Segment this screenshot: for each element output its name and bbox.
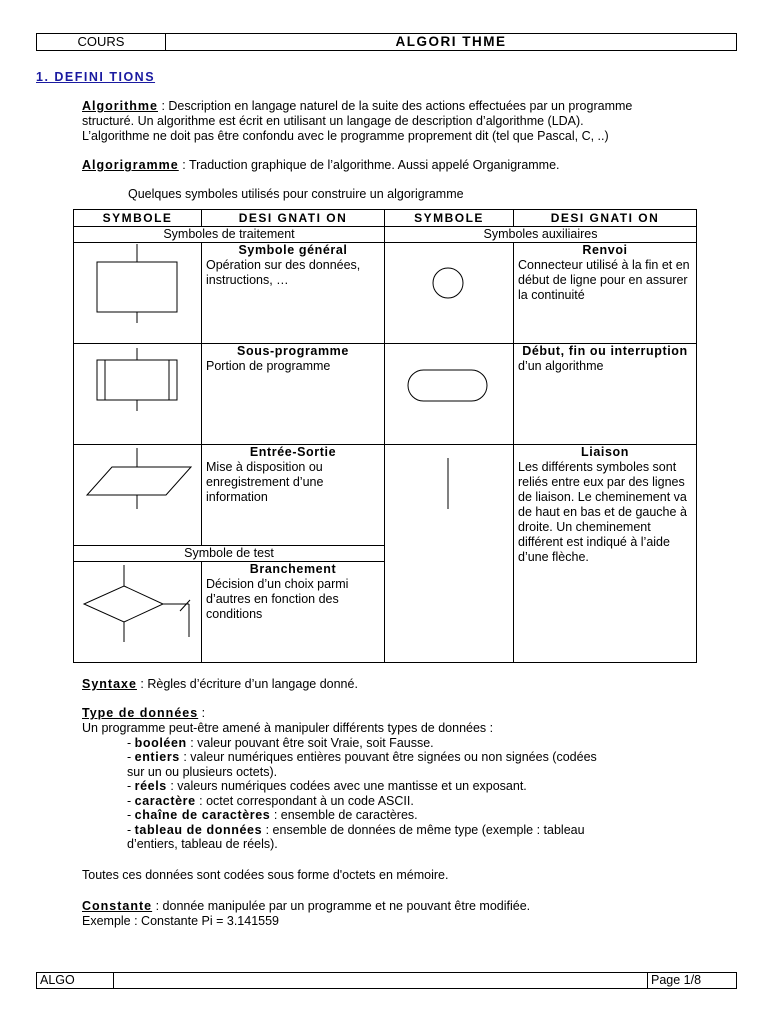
branchement-cell <box>74 562 202 663</box>
sous-programme-desc: Portion de programme <box>206 359 331 373</box>
types-list <box>82 721 742 852</box>
types-section: Type de données : <box>82 706 206 720</box>
liaison-desc: Les différents symboles sont reliés entre eux par des lignes de liaison. Le cheminement va de haut en bas et de gauche à droite. Un cheminement différent est indiqué à l’aide d’une flèche. <box>518 460 687 564</box>
liaison-cell <box>385 445 514 663</box>
constante-definition: Constante : donnée manipulée par un programme et ne pouvant être modifiée. Exemple : Constante Pi = 3.141559 <box>82 899 742 929</box>
connector-circle-icon <box>385 243 513 339</box>
page-number: Page 1/8 <box>647 973 736 988</box>
types-intro: Un programme peut-être amené à manipuler différents types de données : <box>82 721 494 735</box>
sous-programme-cell <box>74 344 202 445</box>
type-item: - caractère : octet correspondant à un code ASCII. <box>127 793 414 808</box>
terminal-stadium-icon <box>385 344 513 440</box>
algorigramme-definition: Algorigramme : Traduction graphique de l’algorithme. Aussi appelé Organigramme. <box>82 158 560 172</box>
category-traitement: Symboles de traitement <box>74 227 385 243</box>
entree-sortie-name: Entrée-Sortie <box>249 445 337 459</box>
symbol-general-cell <box>74 243 202 344</box>
debut-fin-cell <box>385 344 514 445</box>
col-header-symbole: SYMBOLE <box>74 210 202 227</box>
types-term: Type de données <box>82 706 199 720</box>
io-parallelogram-icon <box>74 445 201 541</box>
type-item: - booléen : valeur pouvant être soit Vraie, soit Fausse. <box>127 735 434 750</box>
entree-sortie-desc: Mise à disposition ou enregistrement d’une information <box>206 460 324 504</box>
constante-term: Constante <box>82 899 153 913</box>
algorithme-term: Algorithme <box>82 99 158 113</box>
page-footer <box>36 972 737 989</box>
type-item-cont: sur un ou plusieurs octets). <box>127 764 278 779</box>
renvoi-cell <box>385 243 514 344</box>
entree-sortie-cell <box>74 445 202 546</box>
type-item: - réels : valeurs numériques codées avec une mantisse et un exposant. <box>127 779 527 793</box>
algorigramme-term: Algorigramme <box>82 158 179 172</box>
syntaxe-definition: Syntaxe : Règles d’écriture d’un langage donné. <box>82 677 358 691</box>
section-title-definitions: 1. DEFINI TIONS <box>36 70 156 84</box>
branchement-desc: Décision d’un choix parmi d’autres en fonction des conditions <box>206 577 349 621</box>
constante-example: Exemple : Constante Pi = 3.141559 <box>82 914 280 928</box>
type-item: - entiers : valeur numériques entières pouvant être signées ou non signées (codées <box>127 750 597 764</box>
header-title: ALGORI THME <box>395 34 507 49</box>
page-header <box>36 33 737 51</box>
type-item-cont: d’entiers, tableau de réels). <box>127 837 278 851</box>
col-header-designation: DESI GNATI ON <box>202 210 385 227</box>
branchement-name: Branchement <box>249 562 337 576</box>
octets-note: Toutes ces données sont codées sous forme d'octets en mémoire. <box>82 868 449 882</box>
link-line-icon <box>385 445 513 511</box>
symbol-general-desc: Opération sur des données, instructions, … <box>206 258 361 287</box>
debut-fin-name: Début, fin ou interruption <box>522 344 688 358</box>
renvoi-name: Renvoi <box>582 243 628 257</box>
type-item: - tableau de données : ensemble de données de même type (exemple : tableau <box>127 822 585 837</box>
decision-diamond-icon <box>74 562 201 658</box>
sous-programme-name: Sous-programme <box>237 344 349 358</box>
algorithme-definition: Algorithme : Description en langage naturel de la suite des actions effectuées par un programme structuré. Un algorithme est écrit en utilisant un langage de description d’algorithme (LDA). L’algorithme ne doit pas être confondu avec le programme proprement dit (tel que Pascal, C, ..) <box>82 99 633 143</box>
symbols-table <box>73 209 697 663</box>
footer-course: ALGO <box>37 973 114 988</box>
header-course-label: COURS <box>37 34 166 50</box>
col-header-symbole-2: SYMBOLE <box>385 210 514 227</box>
col-header-designation-2: DESI GNATI ON <box>514 210 697 227</box>
table-intro: Quelques symboles utilisés pour construire un algorigramme <box>128 187 464 201</box>
debut-fin-desc: d’un algorithme <box>518 359 604 373</box>
type-item: - chaîne de caractères : ensemble de caractères. <box>127 808 418 822</box>
renvoi-desc: Connecteur utilisé à la fin et en début de ligne pour en assurer la continuité <box>518 258 690 302</box>
process-box-icon <box>74 243 201 339</box>
subroutine-box-icon <box>74 344 201 440</box>
syntaxe-term: Syntaxe <box>82 677 137 691</box>
category-auxiliaires: Symboles auxiliaires <box>385 227 697 243</box>
symbol-general-name: Symbole général <box>238 243 348 257</box>
category-test: Symbole de test <box>74 546 385 562</box>
liaison-name: Liaison <box>581 445 629 459</box>
